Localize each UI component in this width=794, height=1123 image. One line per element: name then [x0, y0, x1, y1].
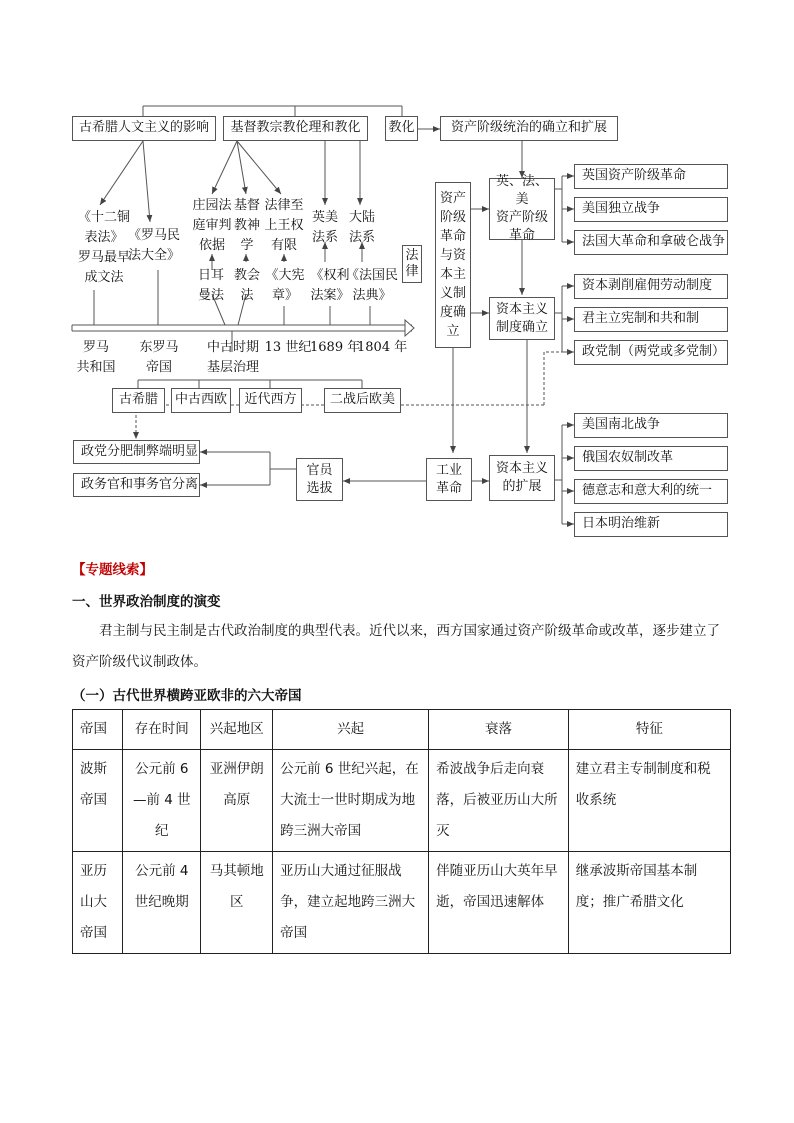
table-row: [73, 852, 731, 954]
text-line: 日耳: [197, 268, 224, 283]
exp-russia-reform: [574, 446, 728, 471]
text-line: 《权利: [310, 268, 350, 283]
text-line: 曼法: [197, 288, 224, 303]
law-supremacy-text: [260, 196, 308, 256]
text-line: 庭审判: [192, 218, 232, 233]
text-line: 君主立宪制和共和制: [582, 311, 700, 327]
text-line: 立: [446, 324, 460, 339]
humanism-box: [72, 116, 216, 141]
text-line: 《法国民: [345, 268, 398, 283]
text-line: 本主: [439, 267, 466, 282]
bourgeois-establishment-box: [435, 182, 471, 348]
text-line: 教会: [233, 268, 260, 283]
header-cell: 兴起地区: [201, 710, 273, 750]
table-header-row: [73, 710, 731, 750]
subsection-heading: （一）古代世界横跨亚欧非的六大帝国: [72, 688, 302, 704]
law-label-box: [402, 245, 422, 283]
napoleonic-code-text: [342, 266, 402, 306]
rev-american: [574, 197, 728, 222]
text-line: 章》: [271, 288, 298, 303]
text-line: 中古时期: [206, 340, 259, 355]
era-label: 中古西欧: [174, 392, 227, 408]
table-row: [73, 750, 731, 852]
text-line: 资产阶级: [495, 210, 548, 225]
table-cell: 马其顿地区: [201, 852, 273, 954]
corpus-juris-text: [125, 226, 183, 266]
table-cell: 建立君主专制制度和税收系统: [568, 750, 730, 852]
text-line: 政党分肥制弊端明显: [81, 443, 199, 459]
text-line: 依据: [198, 238, 225, 253]
text-line: 工业: [435, 462, 462, 478]
bourgeois-rule-label: 资产阶级统治的确立和扩展: [450, 120, 607, 136]
text-line: 法: [240, 288, 254, 303]
text-line: 法典》: [352, 288, 392, 303]
text-line: 日本明治维新: [582, 516, 661, 532]
text-line: 罗马最早: [77, 250, 130, 265]
text-line: 资本剥削雇佣劳动制度: [582, 278, 713, 294]
text-line: 英美: [311, 210, 338, 225]
text-line: 与资: [439, 248, 466, 263]
table-cell: 希波战争后走向衰落，后被亚历山大所灭: [429, 750, 569, 852]
header-cell: 兴起: [273, 710, 429, 750]
text-line: 美国南北战争: [582, 417, 661, 433]
topic-thread-label: 【专题线索】: [72, 562, 153, 578]
text-line: 革命: [508, 228, 535, 243]
revolutions-box: [489, 174, 555, 243]
civil-service-box: [73, 473, 200, 497]
table-cell: 波斯帝国: [73, 750, 123, 852]
text-line: 《罗马民: [127, 228, 180, 243]
intro-paragraph: 君主制与民主制是古代政治制度的典型代表。近代以来，西方国家通过资产阶级革命或改革，逐步建立了资产阶级代议制政体。: [72, 623, 720, 670]
rev-french: [574, 230, 728, 255]
section-heading: 一、世界政治制度的演变: [72, 594, 221, 610]
empires-table: [72, 709, 731, 954]
capitalist-system-box: [489, 297, 555, 340]
table-cell: 继承波斯帝国基本制度；推广希腊文化: [568, 852, 730, 954]
text-line: 基层治理: [206, 360, 259, 375]
text-line: 1804 年: [357, 340, 408, 355]
sys-wage-labor: [574, 274, 728, 299]
header-cell: 帝国: [73, 710, 123, 750]
text-line: 法国大革命和拿破仑战争: [582, 234, 726, 250]
text-line: 学: [240, 238, 254, 253]
timeline-medieval: [202, 338, 264, 378]
common-law-text: [306, 208, 344, 248]
text-line: 美国独立战争: [582, 201, 661, 217]
church-law-text: [230, 266, 264, 306]
civil-law-text: [343, 208, 381, 248]
text-line: 法案》: [310, 288, 350, 303]
era-ancient-greece: [112, 388, 165, 413]
text-line: 《十二铜: [77, 210, 130, 225]
text-line: 表法》: [84, 230, 124, 245]
text-line: 英、法、美: [495, 174, 548, 207]
text-line: 13 世纪: [264, 340, 312, 355]
text-line: 罗马: [82, 340, 109, 355]
christian-ethics-box: [223, 116, 368, 141]
text-line: 资本主义: [495, 461, 548, 476]
sys-constitutional: [574, 307, 728, 332]
text-line: 上王权: [264, 218, 304, 233]
text-line: 法大全》: [127, 248, 180, 263]
text-line: 成文法: [84, 270, 124, 285]
text-line: 资本主义: [495, 301, 548, 317]
industrial-revolution-box: [426, 458, 472, 501]
text-line: 大陆: [348, 210, 375, 225]
text-line: 东罗马: [139, 340, 179, 355]
era-label: 近代西方: [244, 392, 297, 408]
humanism-label: 古希腊人文主义的影响: [78, 120, 209, 136]
table-cell: 公元前 4 世纪晚期: [123, 852, 201, 954]
party-spoils-box: [73, 440, 200, 464]
text-line: 的扩展: [502, 479, 542, 494]
era-modern-west: [239, 388, 302, 413]
table-cell: 亚历山大帝国: [73, 852, 123, 954]
timeline-roman-republic: [74, 338, 118, 378]
era-medieval-europe: [171, 388, 231, 413]
timeline-13th-century: [262, 338, 314, 358]
text-line: 1689 年: [310, 340, 361, 355]
text-line: 帝国: [145, 360, 172, 375]
exp-meiji: [574, 512, 728, 537]
text-line: 法: [405, 248, 419, 263]
era-postwar: [324, 388, 401, 413]
text-line: 法系: [348, 230, 375, 245]
bourgeois-rule-box: [440, 116, 618, 141]
text-line: 《大宪: [265, 268, 305, 283]
text-line: 法系: [311, 230, 338, 245]
rev-english: [574, 164, 728, 189]
text-line: 有限: [270, 238, 297, 253]
timeline-byzantine: [133, 338, 185, 378]
text-line: 制度确立: [495, 319, 548, 335]
text-line: 选拔: [306, 480, 333, 496]
text-line: 革命: [439, 229, 466, 244]
exp-unification: [574, 479, 728, 504]
christian-theology-text: [230, 196, 264, 256]
timeline-1689: [310, 338, 360, 358]
table-cell: 公元前 6—前 4 世纪: [123, 750, 201, 852]
germanic-law-text: [192, 266, 230, 306]
jiaohua-label: 教化: [388, 120, 415, 136]
text-line: 共和国: [76, 360, 116, 375]
exp-us-civil-war: [574, 413, 728, 438]
text-line: 政党制（两党或多党制）: [582, 344, 726, 360]
table-cell: 公元前 6 世纪兴起，在大流士一世时期成为地跨三洲大帝国: [273, 750, 429, 852]
text-line: 教神: [233, 218, 260, 233]
text-line: 革命: [435, 480, 462, 496]
text-line: 法律至: [264, 198, 304, 213]
text-line: 阶级: [439, 210, 466, 225]
text-line: 官员: [306, 462, 333, 478]
text-line: 义制: [439, 286, 466, 301]
text-line: 德意志和意大利的统一: [582, 483, 713, 499]
header-cell: 衰落: [429, 710, 569, 750]
text-line: 度确: [439, 305, 466, 320]
table-cell: 亚历山大通过征服战争，建立起地跨三洲大帝国: [273, 852, 429, 954]
era-label: 古希腊: [118, 392, 158, 408]
official-selection-box: [296, 458, 343, 501]
header-cell: 特征: [568, 710, 730, 750]
magna-carta-text: [262, 266, 308, 306]
sys-party: [574, 340, 728, 365]
text-line: 资产: [439, 191, 466, 206]
text-line: 庄园法: [192, 198, 232, 213]
knowledge-diagram: [0, 0, 794, 560]
text-line: 基督: [233, 198, 260, 213]
table-cell: 伴随亚历山大英年早逝，帝国迅速解体: [429, 852, 569, 954]
era-label: 二战后欧美: [329, 392, 395, 408]
capitalism-expansion-box: [489, 455, 555, 501]
table-cell: 亚洲伊朗高原: [201, 750, 273, 852]
jiaohua-box: [385, 116, 418, 141]
header-cell: 存在时间: [123, 710, 201, 750]
christian-ethics-label: 基督教宗教伦理和教化: [230, 120, 361, 136]
text-line: 律: [405, 264, 419, 279]
text-line: 英国资产阶级革命: [582, 168, 687, 184]
timeline-1804: [357, 338, 407, 358]
text-line: 俄国农奴制改革: [582, 450, 674, 466]
text-line: 政务官和事务官分离: [81, 476, 199, 492]
